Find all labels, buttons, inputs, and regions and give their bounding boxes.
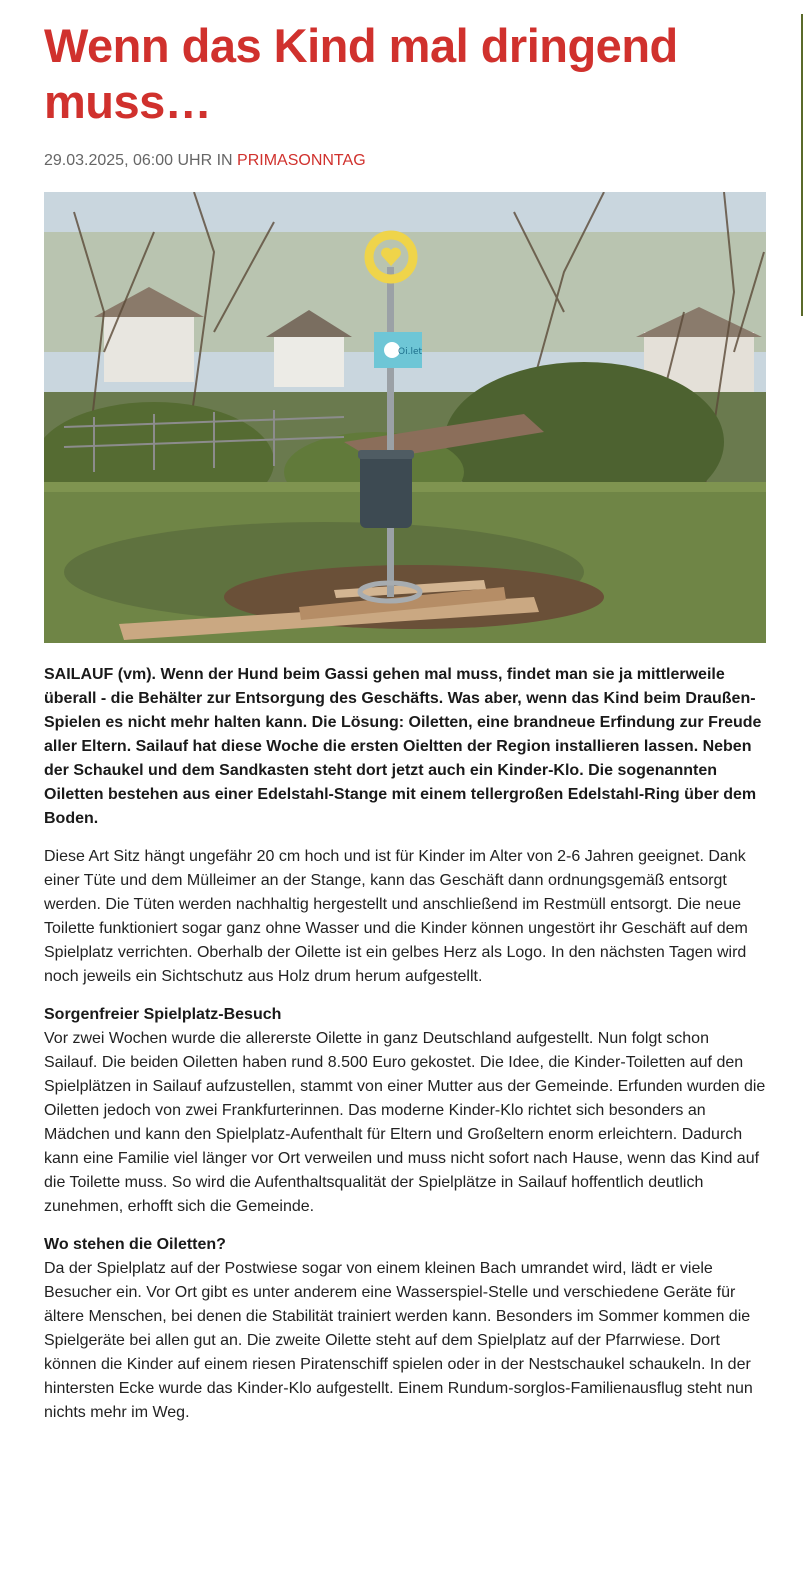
section-heading: Sorgenfreier Spielplatz-Besuch — [44, 1006, 282, 1023]
article — [44, 18, 766, 1425]
article-title: Wenn das Kind mal dringend muss… — [44, 19, 678, 128]
page-edge-divider — [801, 14, 803, 316]
category-link[interactable]: PRIMASONNTAG — [237, 152, 366, 169]
sign-logo-text: Oi.let — [398, 347, 423, 357]
section-text: Vor zwei Wochen wurde die allererste Oilette in ganz Deutschland aufgestellt. Nun folgt schon Sailauf. Die beiden Oiletten haben rund 8.500 Euro gekostet. Die Idee, die Kinder-Toiletten auf den Spielplätzen in Sailauf aufzustellen, stammt von einer Mutter aus der Gemeinde. Erfunden wurden die Oiletten jedoch von zwei Frankfurterinnen. Das moderne Kinder-Klo richtet sich besonders an Mädchen und kann den Spielplatz-Aufenthalt für Eltern und Großeltern enorm erleichtern. Dadurch kann eine Familie viel länger vor Ort verweilen und muss nicht sofort nach Hause, wenn das Kind auf die Toilette muss. So wird die Aufenthaltsqualität der Spielplätze in Sailauf hoffentlich deutlich zunehmen, erhofft sich die Gemeinde. — [44, 1030, 766, 1215]
section-heading: Wo stehen die Oiletten? — [44, 1236, 226, 1253]
article-paragraph: Diese Art Sitz hängt ungefähr 20 cm hoch und ist für Kinder im Alter von 2-6 Jahren geeignet. Dank einer Tüte und dem Mülleimer an der Stange, kann das Geschäft dann ordnungsgemäß entsorgt werden. Die Tüten werden nachhaltig hergestellt und anschließend im Restmüll entsorgt. Die neue Toilette funktioniert sogar ganz ohne Wasser und die Kinder können ungestört ihr Geschäft auf dem Spielplatz verrichten. Oberhalb der Oilette ist ein gelbes Herz als Logo. In den nächsten Tagen wird noch jeweils ein Sichtschutz aus Holz drum herum aufgestellt. — [44, 848, 748, 985]
publish-date: 29.03.2025, 06:00 UHR — [44, 152, 213, 169]
category-prefix: IN — [216, 152, 233, 169]
section-text: Da der Spielplatz auf der Postwiese sogar von einem kleinen Bach umrandet wird, lädt er viele Besucher ein. Vor Ort gibt es unter anderem eine Wasserspiel-Stelle und verschiedene Geräte für ältere Menschen, bei denen die Stabilität trainiert werden kann. Besonders im Sommer kommen die Spielgeräte bei allen gut an. Die zweite Oilette steht auf dem Spielplatz auf der Pfarrwiese. Dort können die Kinder auf einem riesen Piratenschiff spielen oder in der Nestschaukel schaukeln. In der hintersten Ecke wurde das Kinder-Klo aufgestellt. Einem Rundum-sorglos-Familienausflug steht nun nichts mehr im Weg. — [44, 1260, 753, 1421]
article-meta — [44, 150, 766, 172]
article-lead: SAILAUF (vm). Wenn der Hund beim Gassi gehen mal muss, findet man sie ja mittlerweile überall - die Behälter zur Entsorgung des Geschäfts. Was aber, wenn das Kind beim Draußen-Spielen es nicht mehr halten kann. Die Lösung: Oiletten, eine brandneue Erfindung zur Freude aller Eltern. Sailauf hat diese Woche die ersten Oieltten der Region installieren lassen. Neben der Schaukel und dem Sandkasten steht dort jetzt auch ein Kinder-Klo. Die sogenannten Oiletten bestehen aus einer Edelstahl-Stange mit einem tellergroßen Edelstahl-Ring über dem Boden. — [44, 666, 762, 827]
article-photo — [44, 192, 766, 643]
